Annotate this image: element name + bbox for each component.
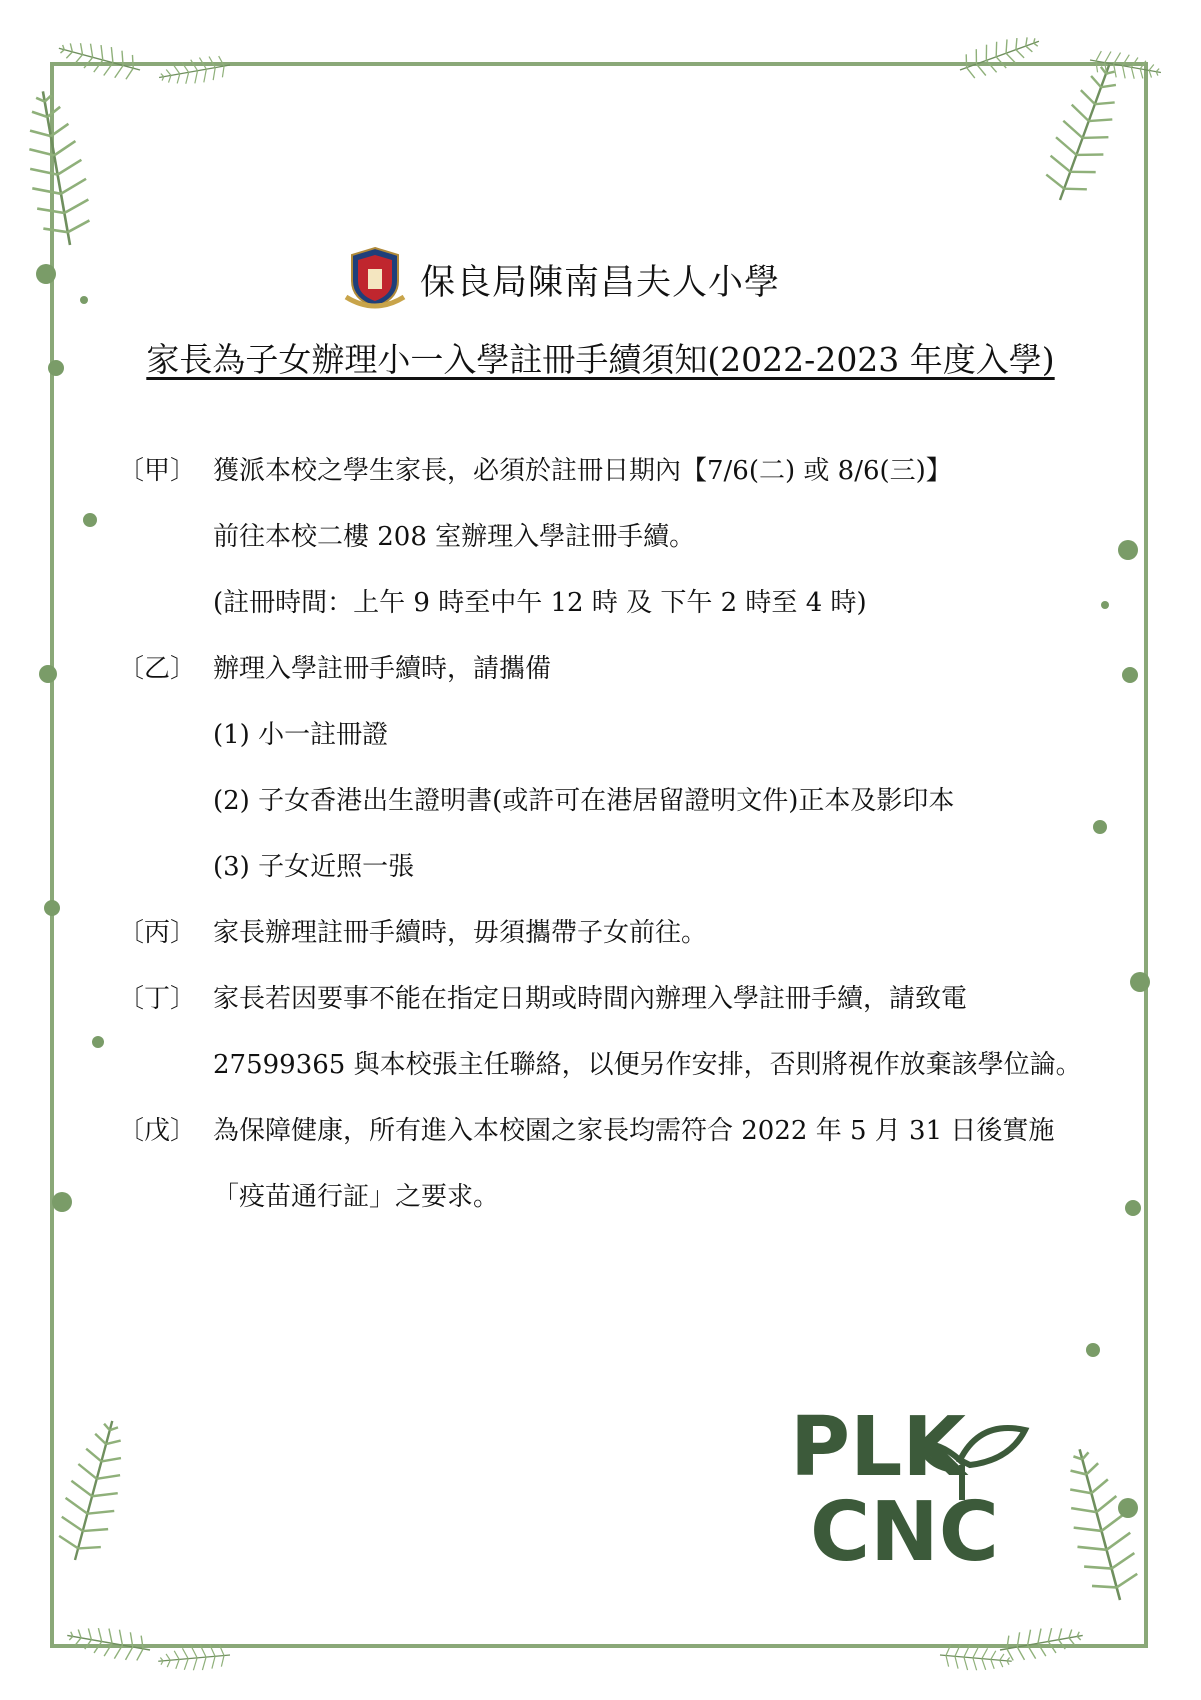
school-header <box>0 245 1201 315</box>
section-text: 家長辦理註冊手續時，毋須攜帶子女前往。 <box>213 918 708 948</box>
school-name: 保良局陳南昌夫人小學 <box>420 263 781 303</box>
section-yi <box>118 648 551 685</box>
leaf-icon <box>960 1428 1025 1465</box>
section-marker: 〔乙〕 <box>118 654 197 684</box>
section-wu-line2: 「疫苗通行証」之要求。 <box>213 1182 500 1212</box>
section-text: 辦理入學註冊手續時，請攜備 <box>213 654 552 684</box>
list-item: (2) 子女香港出生證明書(或許可在港居留證明文件)正本及影印本 <box>213 786 955 816</box>
section-ding <box>118 978 967 1015</box>
section-ding-line2: 27599365 與本校張主任聯絡，以便另作安排，否則將視作放棄該學位論。 <box>213 1050 1082 1080</box>
section-marker: 〔戊〕 <box>118 1116 197 1146</box>
section-marker: 〔甲〕 <box>118 456 197 486</box>
document-title: 家長為子女辦理小一入學註冊手續須知(2022-2023 年度入學) <box>146 340 1055 379</box>
section-marker: 〔丁〕 <box>118 984 197 1014</box>
section-wu <box>118 1110 1054 1147</box>
plk-cnc-logo <box>790 1400 1050 1570</box>
logo-line1: PLK <box>790 1400 966 1495</box>
logo-line2: CNC <box>810 1485 999 1570</box>
section-jia-line3: (註冊時間：上午 9 時至中午 12 時 及 下午 2 時至 4 時) <box>213 588 867 618</box>
school-crest-icon <box>340 245 410 313</box>
list-item: (3) 子女近照一張 <box>213 852 415 882</box>
section-text: 家長若因要事不能在指定日期或時間內辦理入學註冊手續，請致電 <box>213 984 968 1014</box>
section-text: 獲派本校之學生家長，必須於註冊日期內【7/6(二) 或 8/6(三)】 <box>213 456 952 486</box>
section-jia-line2: 前往本校二樓 208 室辦理入學註冊手續。 <box>213 522 696 552</box>
section-bing <box>118 912 707 949</box>
section-text: 為保障健康，所有進入本校園之家長均需符合 2022 年 5 月 31 日後實施 <box>213 1116 1055 1146</box>
section-jia <box>118 450 952 487</box>
section-marker: 〔丙〕 <box>118 918 197 948</box>
list-item: (1) 小一註冊證 <box>213 720 389 750</box>
